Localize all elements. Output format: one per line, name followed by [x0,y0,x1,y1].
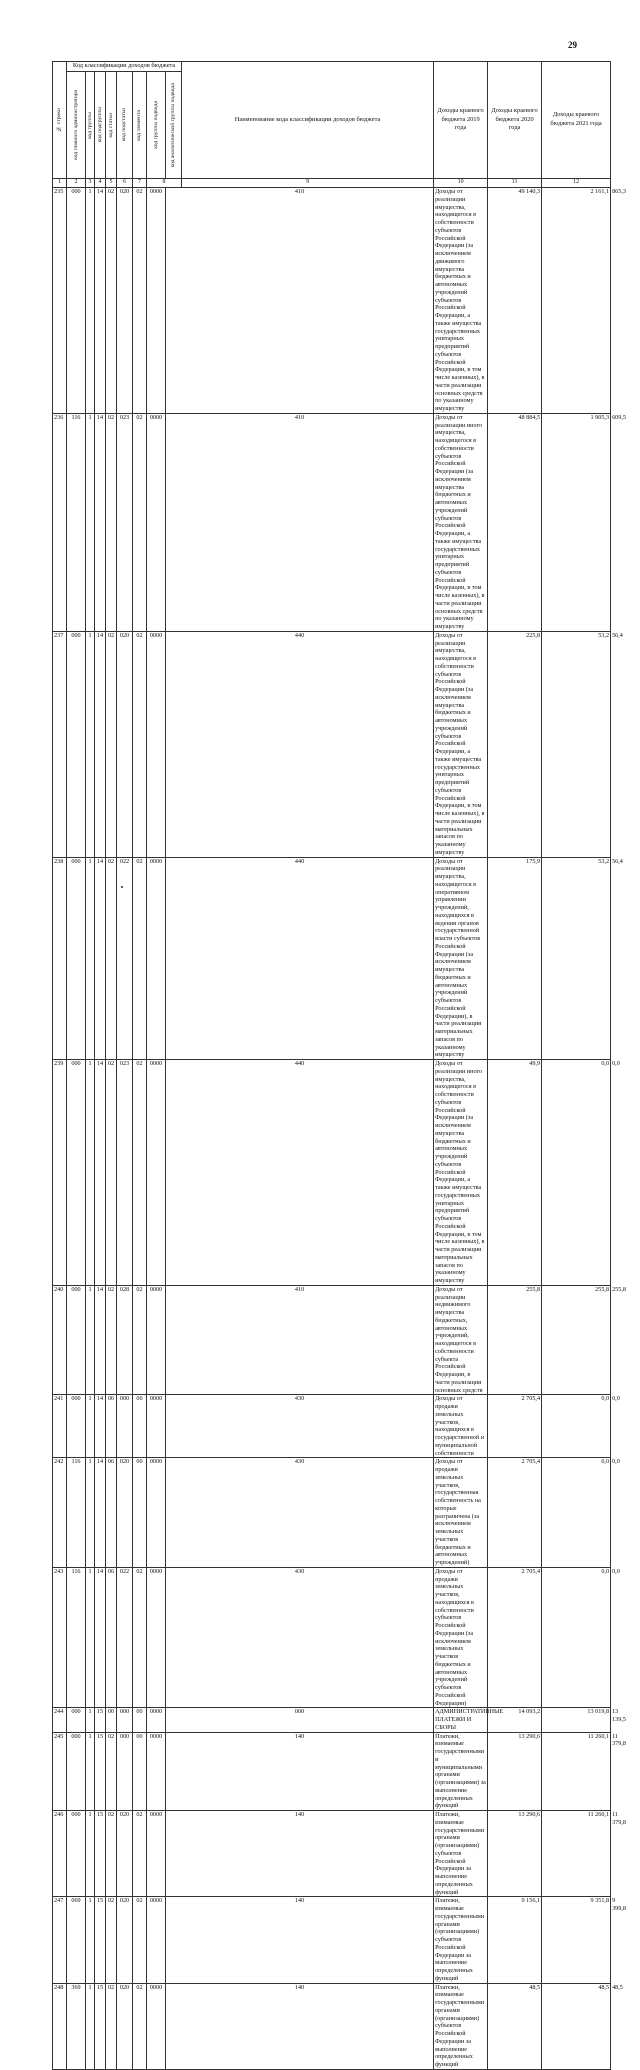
subgroup-code-cell: 15 [95,1732,106,1811]
article-code-cell: 02 [106,1983,117,2069]
income-name-cell: Платежи, взимаемые государственными органами (организациями) субъектов Российской Федерации за выполнение определенных функций [434,1811,488,1897]
group-code-cell: 1 [86,1458,95,1568]
income-2020-cell: 0,0 [542,1395,611,1458]
code-header-subgroup: код подгруппы [95,72,106,179]
element-code-cell: 02 [133,857,147,1060]
income-2020-cell: 48,5 [542,1983,611,2069]
subarticle-code-cell: 020 [117,1458,133,1568]
article-code-cell: 02 [106,1897,117,1983]
income-2019-cell: 49 140,3 [488,188,542,414]
subtype-group-code-cell: 0000 [147,188,166,414]
income-2019-cell: 175,9 [488,857,542,1060]
column-number: 10 [434,179,488,188]
income-name-cell: Доходы от реализации имущества, находящегося в оперативном управлении учреждений, находящихся в ведении органов государственной власти субъектов Российской Федерации (за исключением имущества бюджетных и автономных учреждений субъектов Российской Федерации), в части реализации материальных запасов по указанному имуществу [434,857,488,1060]
analytic-group-code-cell: 440 [166,857,434,1060]
element-code-cell: 02 [133,1811,147,1897]
element-code-cell: 02 [133,188,147,414]
group-code-cell: 1 [86,857,95,1060]
column-number: 7 [133,179,147,188]
element-code-cell: 02 [133,1983,147,2069]
group-code-cell: 1 [86,1897,95,1983]
article-code-cell: 06 [106,1458,117,1568]
name-header: Наименование кода классификации доходов бюджета [182,62,434,179]
income-2020-cell: 53,2 [542,857,611,1060]
income-name-cell: АДМИНИСТРАТИВНЫЕ ПЛАТЕЖИ И СБОРЫ [435,1708,504,1731]
income-2020-cell: 1 905,3 [542,413,611,631]
income-2019-cell: 48,5 [488,1983,542,2069]
income-2020-cell: 53,2 [542,631,611,857]
admin-code-cell: 000 [67,1285,86,1395]
subgroup-code-cell: 14 [95,1060,106,1286]
income-name-cell: Доходы от реализации иного имущества, находящегося в собственности субъектов Российской Федерации (за исключением имущества бюджетных и автономных учреждений субъектов Российской Федерации, а также имущества государственных унитарных предприятий субъектов Российской Федерации, в том числе казенных), в части реализации материальных запасов по указанному имуществу [434,1060,488,1286]
scan-dot [121,886,123,888]
element-code-cell: 02 [133,1285,147,1395]
row-number-cell: 240 [53,1285,67,1395]
subtype-group-code-cell: 0000 [147,1983,166,2069]
analytic-group-code-cell: 140 [166,1732,434,1811]
table-row: 242 116 1 14 06 020 00 0000 430 Доходы от продажи земельных участков, государственная собственность на которые разграничена (за исключением земельных участков бюджетных и автономных учреждений) 2 705,4 0,0 0,0 [54,1458,620,1566]
column-number: 5 [106,179,117,188]
column-number: 9 [182,179,434,188]
row-number-cell: 236 [53,413,67,631]
classification-group-header: Код классификации доходов бюджета [67,62,182,72]
column-number: 8 [147,179,182,188]
article-code-cell: 02 [106,631,117,857]
subarticle-code-cell: 022 [117,857,133,1060]
subgroup-code-cell: 14 [95,1567,106,1708]
income-name-cell: Платежи, взимаемые государственными органами (организациями) субъектов Российской Федерации за выполнение определенных функций [434,1983,488,2069]
admin-code-cell: 000 [67,1708,86,1732]
income-2020-header: Доходы краевого бюджета 2020 года [488,62,542,179]
subtype-group-code-cell: 0000 [147,1285,166,1395]
table-row: 245 000 1 15 02 000 00 0000 140 Платежи, взимаемые государственными и муниципальными органами (организациями) за выполнение определенных функций 13 290,6 11 260,1 11 379,8 [54,1732,626,1810]
table-row: 240 000 1 14 02 028 02 0000 410 Доходы от реализации недвижимого имущества бюджетных, автономных учреждений, находящегося в собственности субъекта Российской Федерации, в части реализации основных средств 255,8 255,8 255,8 [54,1285,626,1394]
row-number-cell: 248 [53,1983,67,2069]
subtype-group-code-cell: 0000 [147,1458,166,1568]
group-code-cell: 1 [86,1983,95,2069]
code-header-element: код элемента [133,72,147,179]
table-row: 236 116 1 14 02 023 02 0000 410 Доходы от реализации иного имущества, находящегося в собственности субъектов Российской Федерации (за исключением имущества бюджетных и автономных учреждений субъектов Российской Федерации, а также имущества государственных унитарных предприятий субъектов Российской Федерации, в том числе казенных), в части реализации основных средств по указанному имуществу 48 884,5 1 905,3 609,5 [54,413,626,630]
budget-table [52,61,626,2070]
subgroup-code-cell: 14 [95,631,106,857]
group-code-cell: 1 [86,188,95,414]
group-code-cell: 1 [86,1060,95,1286]
income-2019-cell: 9 156,1 [488,1897,542,1983]
table-row: 243 116 1 14 06 022 02 0000 430 Доходы от продажи земельных участков, находящихся в собственности субъектов Российской Федерации (за исключением земельных участков бюджетных и автономных учреждений субъектов Российской Федерации) 2 705,4 0,0 0,0 [54,1567,620,1707]
table-row: 239 000 1 14 02 023 02 0000 440 Доходы от реализации иного имущества, находящегося в собственности субъектов Российской Федерации (за исключением имущества бюджетных и автономных учреждений субъектов Российской Федерации, а также имущества государственных унитарных предприятий субъектов Российской Федерации, в том числе казенных), в части реализации материальных запасов по указанному имуществу 49,9 0,0 0,0 [54,1060,620,1284]
subgroup-code-cell: 15 [95,1811,106,1897]
code-header-subtype-group: код группы подвида [147,72,166,179]
row-number-cell: 242 [53,1458,67,1568]
code-header-group: код группы [86,72,95,179]
income-2019-cell: 13 290,6 [488,1811,542,1897]
income-name-cell: Доходы от продажи земельных участков, находящихся в собственности субъектов Российской Федерации (за исключением земельных участков бюджетных и автономных учреждений субъектов Российской Федерации) [434,1567,488,1708]
row-number-cell: 245 [53,1732,67,1811]
article-code-cell: 02 [106,1811,117,1897]
article-code-cell: 02 [106,857,117,1060]
group-code-cell: 1 [86,1285,95,1395]
income-2020-cell: 13 019,8 [542,1708,611,1732]
analytic-group-code-cell: 140 [166,1897,434,1983]
admin-code-cell: 000 [67,857,86,1060]
row-number-cell: 247 [53,1897,67,1983]
row-number-cell: 246 [53,1811,67,1897]
income-2019-cell: 2 705,4 [488,1567,542,1708]
subgroup-code-cell: 14 [95,1458,106,1568]
article-code-cell: 02 [106,188,117,414]
subgroup-code-cell: 14 [95,413,106,631]
row-number-cell: 239 [53,1060,67,1286]
element-code-cell: 00 [133,1458,147,1568]
row-number-cell: 241 [53,1395,67,1458]
page-number: 29 [568,40,577,50]
admin-code-cell: 000 [67,1732,86,1811]
group-code-cell: 1 [86,1811,95,1897]
analytic-group-code-cell: 440 [166,1060,434,1286]
analytic-group-code-cell: 140 [166,1983,434,2069]
table-row: 248 369 1 15 02 020 02 0000 140 Платежи, взимаемые государственными органами (организациями) субъектов Российской Федерации за выполнение определенных функций 48,5 48,5 48,5 [54,1983,623,2068]
subgroup-code-cell: 15 [95,1708,106,1732]
income-2019-cell: 2 705,4 [488,1458,542,1568]
income-2019-cell: 49,9 [488,1060,542,1286]
admin-code-cell: 000 [67,188,86,414]
income-2020-cell: 0,0 [542,1567,611,1708]
table-row: 235 000 1 14 02 020 02 0000 410 Доходы от реализации имущества, находящегося в собственности субъектов Российской Федерации (за исключением движимого имущества бюджетных и автономных учреждений субъектов Российской Федерации, а также имущества государственных унитарных предприятий субъектов Российской Федерации, в том числе казенных), в части реализации основных средств по указанному имуществу 49 140,3 2 161,1 865,3 [54,188,626,412]
article-code-cell: 02 [106,1732,117,1811]
income-2020-cell: 11 260,1 [542,1811,611,1897]
element-code-cell: 00 [133,1732,147,1811]
analytic-group-code-cell: 430 [166,1395,434,1458]
subtype-group-code-cell: 0000 [147,1567,166,1708]
element-code-cell: 00 [133,1708,147,1732]
code-header-analytic-group: код аналитической группы подвида [166,72,182,179]
subarticle-code-cell: 020 [117,188,133,414]
row-number-cell: 235 [53,188,67,414]
subgroup-code-cell: 15 [95,1983,106,2069]
subtype-group-code-cell: 0000 [147,1395,166,1458]
group-code-cell: 1 [86,413,95,631]
income-2020-cell: 9 351,8 [542,1897,611,1983]
admin-code-cell: 116 [67,1458,86,1568]
subgroup-code-cell: 14 [95,188,106,414]
subarticle-code-cell: 028 [117,1285,133,1395]
income-name-cell: Доходы от реализации имущества, находящегося в собственности субъектов Российской Федерации (за исключением движимого имущества бюджетных и автономных учреждений субъектов Российской Федерации, а также имущества государственных унитарных предприятий субъектов Российской Федерации, в том числе казенных), в части реализации основных средств по указанному имуществу [434,188,488,414]
subarticle-code-cell: 000 [117,1732,133,1811]
row-number-cell: 237 [53,631,67,857]
row-number-cell: 238 [53,857,67,1060]
income-2020-cell: 0,0 [542,1060,611,1286]
analytic-group-code-cell: 000 [166,1708,434,1732]
column-number: 4 [95,179,106,188]
column-number: 6 [117,179,133,188]
article-code-cell: 02 [106,413,117,631]
income-name-cell: Платежи, взимаемые государственными органами (организациями) субъектов Российской Федерации за выполнение определенных функций [434,1897,488,1983]
income-2020-cell: 2 161,1 [542,188,611,414]
analytic-group-code-cell: 430 [166,1458,434,1568]
admin-code-cell: 069 [67,1897,86,1983]
subgroup-code-cell: 14 [95,857,106,1060]
row-number-header: № строки [53,62,67,179]
column-number: 12 [542,179,611,188]
subarticle-code-cell: 020 [117,1983,133,2069]
subgroup-code-cell: 14 [95,1285,106,1395]
subtype-group-code-cell: 0000 [147,1060,166,1286]
subarticle-code-cell: 023 [117,413,133,631]
income-2019-cell: 255,8 [488,1285,542,1395]
income-name-cell: Доходы от реализации иного имущества, находящегося в собственности субъектов Российской Федерации (за исключением имущества бюджетных и автономных учреждений субъектов Российской Федерации, а также имущества государственных унитарных предприятий субъектов Российской Федерации, в том числе казенных), в части реализации основных средств по указанному имуществу [434,413,488,631]
element-code-cell: 02 [133,1567,147,1708]
income-2020-cell: 11 260,1 [542,1732,611,1811]
subarticle-code-cell: 000 [117,1395,133,1458]
row-number-cell: 244 [53,1708,67,1732]
income-2019-cell: 225,8 [488,631,542,857]
analytic-group-code-cell: 410 [166,188,434,414]
subgroup-code-cell: 15 [95,1897,106,1983]
group-code-cell: 1 [86,631,95,857]
group-code-cell: 1 [86,1395,95,1458]
analytic-group-code-cell: 410 [166,1285,434,1395]
group-code-cell: 1 [86,1708,95,1732]
code-header-subarticle: код подстатьи [117,72,133,179]
element-code-cell: 00 [133,1395,147,1458]
subarticle-code-cell: 020 [117,1897,133,1983]
table-row: 237 000 1 14 02 020 02 0000 440 Доходы от реализации имущества, находящегося в собственности субъектов Российской Федерации (за исключением имущества бюджетных и автономных учреждений субъектов Российской Федерации, а также имущества государственных унитарных предприятий субъектов Российской Федерации, в том числе казенных), в части реализации материальных запасов по указанному имуществу 225,8 53,2 56,4 [54,631,623,856]
income-2019-cell: 48 884,5 [488,413,542,631]
table-row: 238 000 1 14 02 022 02 0000 440 Доходы от реализации имущества, находящегося в оперативном управлении учреждений, находящихся в ведении органов государственной власти субъектов Российской Федерации (за исключением имущества бюджетных и автономных учреждений субъектов Российской Федерации), в части реализации материальных запасов по указанному имуществу 175,9 53,2 56,4 [54,857,623,1059]
row-number-cell: 243 [53,1567,67,1708]
subarticle-code-cell: 000 [117,1708,133,1732]
income-name-cell: Доходы от продажи земельных участков, находящихся в государственной и муниципальной собственности [434,1395,488,1458]
income-name-cell: Доходы от реализации имущества, находящегося в собственности субъектов Российской Федерации (за исключением имущества бюджетных и автономных учреждений субъектов Российской Федерации, а также имущества государственных унитарных предприятий субъектов Российской Федерации, в том числе казенных), в части реализации материальных запасов по указанному имуществу [434,631,488,857]
income-name-cell: Доходы от продажи земельных участков, государственная собственность на которые разграничена (за исключением земельных участков бюджетных и автономных учреждений) [434,1458,488,1568]
admin-code-cell: 116 [67,413,86,631]
table-row: 244 000 1 15 00 000 00 0000 000 АДМИНИСТРАТИВНЫЕ ПЛАТЕЖИ И СБОРЫ 14 093,2 13 019,8 13 139,5 [54,1708,626,1731]
income-2020-cell: 0,0 [542,1458,611,1568]
admin-code-cell: 116 [67,1567,86,1708]
subtype-group-code-cell: 0000 [147,857,166,1060]
subgroup-code-cell: 14 [95,1395,106,1458]
table-row: 247 069 1 15 02 020 02 0000 140 Платежи, взимаемые государственными органами (организациями) субъектов Российской Федерации за выполнение определенных функций 9 156,1 9 351,8 9 399,8 [54,1897,626,1982]
income-2019-cell: 2 705,4 [488,1395,542,1458]
group-code-cell: 1 [86,1567,95,1708]
income-name-cell: Платежи, взимаемые государственными и муниципальными органами (организациями) за выполнение определенных функций [435,1732,486,1810]
admin-code-cell: 000 [67,1060,86,1286]
subarticle-code-cell: 022 [117,1567,133,1708]
subtype-group-code-cell: 0000 [147,1732,166,1811]
admin-code-cell: 369 [67,1983,86,2069]
subarticle-code-cell: 023 [117,1060,133,1286]
code-header-admin: код главного администратора [67,72,86,179]
code-header-article: код статьи [106,72,117,179]
group-code-cell: 1 [86,1732,95,1811]
element-code-cell: 02 [133,1897,147,1983]
article-code-cell: 00 [106,1708,117,1732]
analytic-group-code-cell: 140 [166,1811,434,1897]
column-number: 3 [86,179,95,188]
column-numbers-row [53,179,611,188]
income-2021-header: Доходы краевого бюджета 2021 года [542,62,611,179]
article-code-cell: 02 [106,1060,117,1286]
income-2019-cell: 14 093,2 [488,1708,542,1732]
column-number: 2 [67,179,86,188]
subtype-group-code-cell: 0000 [147,1811,166,1897]
income-2019-cell: 13 290,6 [488,1732,542,1811]
analytic-group-code-cell: 410 [166,413,434,631]
column-number: 11 [488,179,542,188]
element-code-cell: 02 [133,413,147,631]
subtype-group-code-cell: 0000 [147,1708,166,1732]
article-code-cell: 06 [106,1567,117,1708]
article-code-cell: 06 [106,1395,117,1458]
subarticle-code-cell: 020 [117,1811,133,1897]
analytic-group-code-cell: 430 [166,1567,434,1708]
income-2019-header: Доходы краевого бюджета 2019 года [434,62,488,179]
subtype-group-code-cell: 0000 [147,413,166,631]
element-code-cell: 02 [133,631,147,857]
subtype-group-code-cell: 0000 [147,1897,166,1983]
column-number: 1 [53,179,67,188]
admin-code-cell: 000 [67,1811,86,1897]
analytic-group-code-cell: 440 [166,631,434,857]
admin-code-cell: 000 [67,1395,86,1458]
table-row: 241 000 1 14 06 000 00 0000 430 Доходы от продажи земельных участков, находящихся в государственной и муниципальной собственности 2 705,4 0,0 0,0 [54,1395,620,1457]
element-code-cell: 02 [133,1060,147,1286]
subarticle-code-cell: 020 [117,631,133,857]
income-name-cell: Доходы от реализации недвижимого имущества бюджетных, автономных учреждений, находящегося в собственности субъекта Российской Федерации, в части реализации основных средств [434,1285,488,1395]
admin-code-cell: 000 [67,631,86,857]
table-row: 246 000 1 15 02 020 02 0000 140 Платежи, взимаемые государственными органами (организациями) субъектов Российской Федерации за выполнение определенных функций 13 290,6 11 260,1 11 379,8 [54,1811,626,1896]
subtype-group-code-cell: 0000 [147,631,166,857]
income-2020-cell: 255,8 [542,1285,611,1395]
article-code-cell: 02 [106,1285,117,1395]
